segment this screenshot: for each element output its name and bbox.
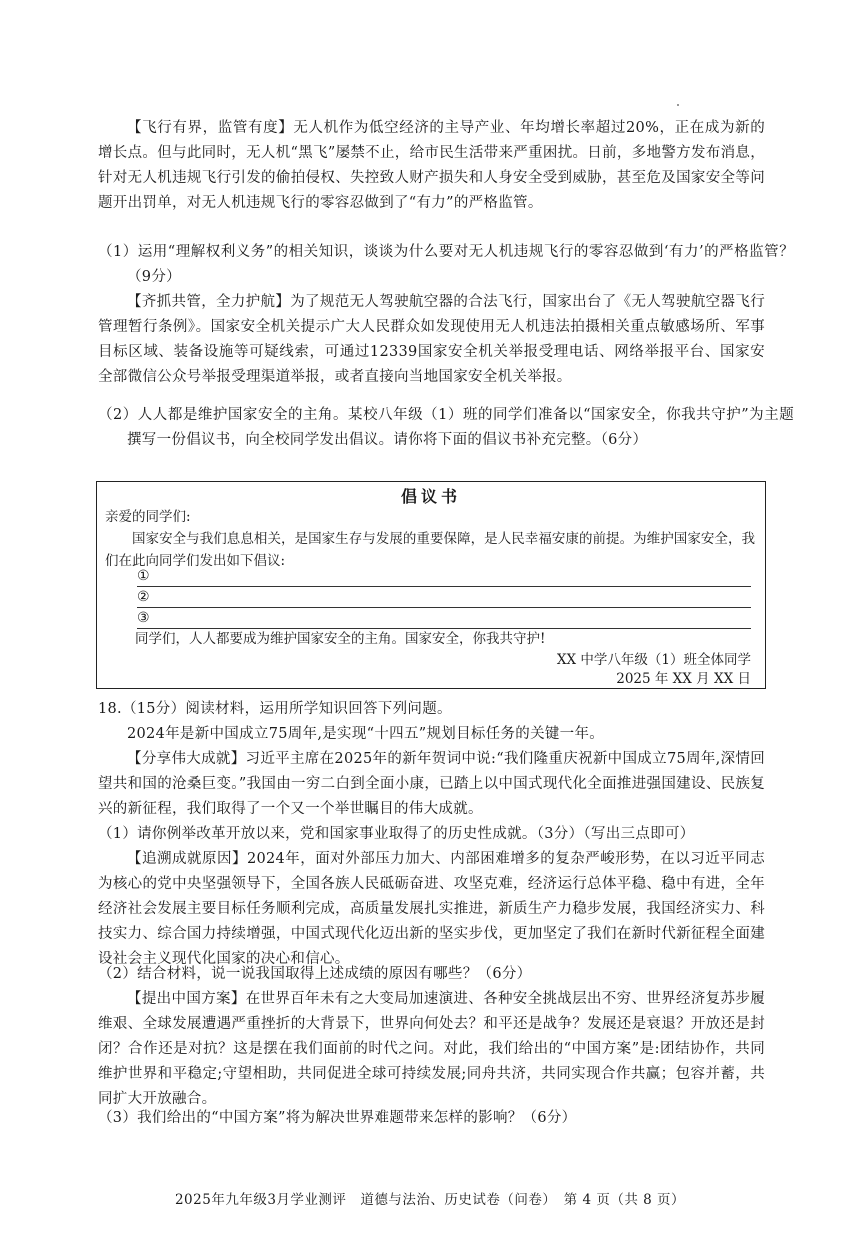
page-footer: 2025年九年级3月学业测评 道德与法治、历史试卷（问卷） 第 4 页（共 8 页）: [174, 1192, 686, 1208]
proposal-intro: 国家安全与我们息息相关，是国家生存与发展的重要保障，是人民幸福安康的前提。为维护国家安全，我们在此向同学们发出如下倡议:: [105, 531, 755, 569]
proposal-blank-2[interactable]: [137, 587, 751, 608]
proposal-closing: 同学们，人人都要成为维护国家安全的主角。国家安全，你我共守护!: [135, 631, 546, 647]
proposal-signer: XX 中学八年级（1）班全体同学: [556, 652, 751, 668]
item-marker-1: ①: [137, 568, 150, 584]
scan-speck: [677, 104, 679, 106]
question-18-1: （1）请你例举改革开放以来，党和国家事业取得了的历史性成就。（3分）（写出三点即可）: [98, 826, 695, 842]
proposal-date: 2025 年 XX 月 XX 日: [616, 671, 751, 687]
item-marker-2: ②: [137, 589, 150, 605]
material-joint-governance: 【齐抓共管，全力护航】为了规范无人驾驶航空器的合法飞行，国家出台了《无人驾驶航空器飞行管理暂行条例》。国家安全机关提示广大人民群众如发现使用无人机违法拍摄相关重点敏感场所、军事目标区域、装备设施等可疑线索，可通过12339国家安全机关举报受理电话、网络举报平台、国家安全部微信公众号举报受理渠道举报，或者直接向当地国家安全机关举报。: [98, 294, 765, 385]
question-18-2: （2）结合材料，说一说我国取得上述成绩的原因有哪些？（6分）: [98, 966, 532, 982]
material-achievement: 【分享伟大成就】习近平主席在2025年的新年贺词中说:“我们隆重庆祝新中国成立75周年,深情回望共和国的沧桑巨变。”我国由一穷二白到全面小康，已踏上以中国式现代化全面推进强国建设、民族复兴的新征程，我们取得了一个又一个举世瞩目的伟大成就。: [98, 751, 765, 817]
question-17-2: （2）人人都是维护国家安全的主角。某校八年级（1）班的同学们准备以“国家安全，你我共守护”为主题撰写一份倡议书，向全校同学发出倡议。请你将下面的倡议书补充完整。（6分）: [98, 407, 794, 448]
proposal-blank-1[interactable]: [137, 566, 751, 587]
question-18-header: 18.（15分）阅读材料，运用所学知识回答下列问题。: [98, 701, 452, 717]
material-18-intro: 2024年是新中国成立75周年,是实现“十四五”规划目标任务的关键一年。: [127, 726, 605, 742]
proposal-greeting: 亲爱的同学们:: [105, 509, 191, 525]
material-flight-regulation: 【飞行有界，监管有度】无人机作为低空经济的主导产业、年均增长率超过20%，正在成为新的增长点。但与此同时，无人机“黑飞”屡禁不止，给市民生活带来严重困扰。日前，多地警方发布消息，针对无人机违规飞行引发的偷拍侵权、失控致人财产损失和人身安全受到威胁，甚至危及国家安全等问题开出罚单，对无人机违规飞行的零容忍做到了“有力”的严格监管。: [98, 120, 765, 211]
proposal-blank-3[interactable]: [137, 608, 751, 629]
proposal-letter-box: [96, 481, 766, 689]
item-marker-3: ③: [137, 610, 150, 626]
material-china-plan: 【提出中国方案】在世界百年未有之大变局加速演进、各种安全挑战层出不穷、世界经济复苏步履维艰、全球发展遭遇严重挫折的大背景下，世界向何处去？和平还是战争？发展还是衰退？开放还是封闭？合作还是对抗？这是摆在我们面前的时代之问。对此，我们给出的“中国方案”是:团结协作，共同维护世界和平稳定;守望相助，共同促进全球可持续发展;同舟共济，共同实现合作共赢；包容并蓄，共同扩大开放融合。: [98, 991, 765, 1107]
material-reason: 【追溯成就原因】2024年，面对外部压力加大、内部困难增多的复杂严峻形势，在以习近平同志为核心的党中央坚强领导下，全国各族人民砥砺奋进、攻坚克难，经济运行总体平稳、稳中有进，全年经济社会发展主要目标任务顺利完成，高质量发展扎实推进，新质生产力稳步发展，我国经济实力、科技实力、综合国力持续增强，中国式现代化迈出新的坚实步伐，更加坚定了我们在新时代新征程全面建设社会主义现代化国家的决心和信心。: [98, 851, 765, 967]
question-17-1: （1）运用“理解权利义务”的相关知识，谈谈为什么要对无人机违规飞行的零容忍做到‘有力’的严格监管？（9分）: [98, 244, 794, 285]
proposal-title: 倡议书: [400, 487, 461, 506]
question-18-3: （3）我们给出的“中国方案”将为解决世界难题带来怎样的影响？（6分）: [98, 1110, 577, 1126]
